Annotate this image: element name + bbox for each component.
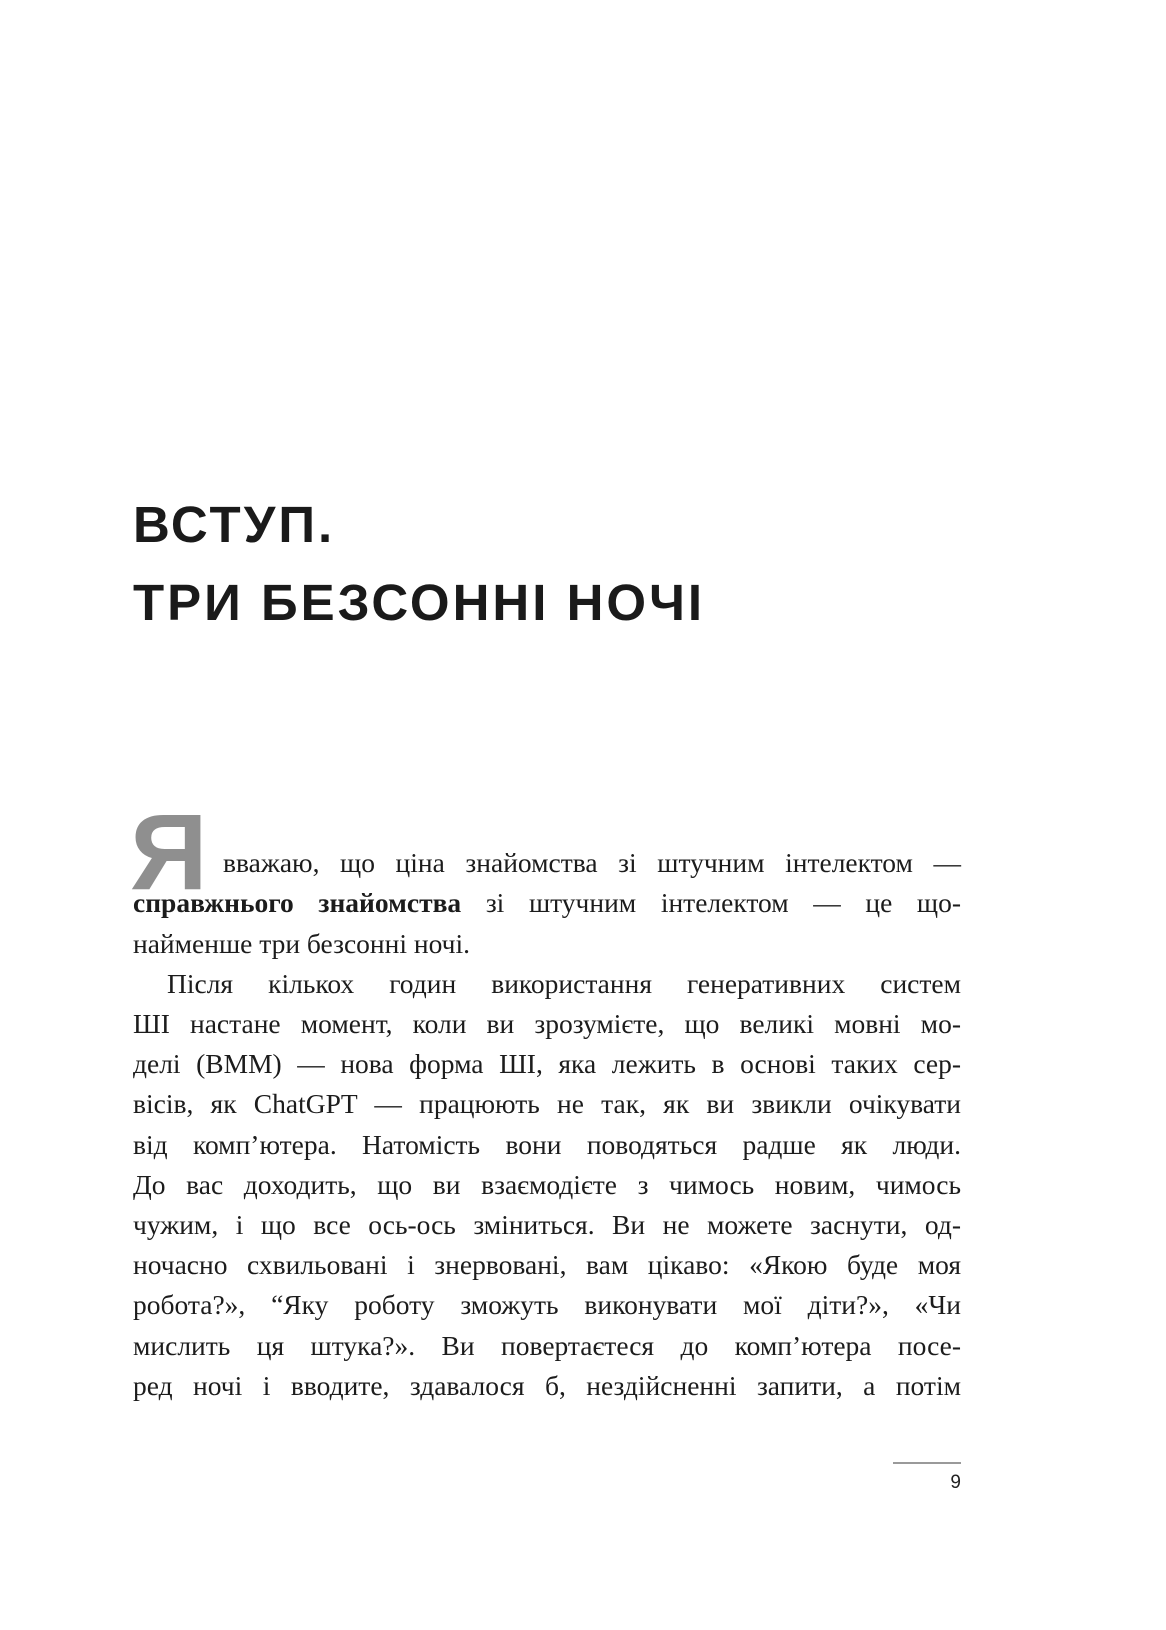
paragraph-2-line: ШІ настане момент, коли ви зрозумієте, що великі мовні мо- — [133, 1008, 961, 1039]
body-text — [130, 791, 961, 1406]
paragraph-1-line-3: найменше три безсонні ночі. — [133, 927, 470, 959]
chapter-title-line-2: ТРИ БЕЗСОННІ НОЧІ — [133, 574, 706, 631]
paragraph-1-line-2-rest: зі штучним інтелектом — це що- — [461, 887, 961, 919]
paragraph-2-line: Після кількох годин використання генеративних систем — [167, 967, 961, 999]
page-number-rule — [893, 1462, 961, 1464]
paragraph-2-line: робота?», “Яку роботу зможуть виконувати мої діти?», «Чи — [133, 1289, 961, 1321]
paragraph-2-line: делі (ВММ) — нова форма ШІ, яка лежить в основі таких сер- — [133, 1048, 961, 1080]
paragraph-2-line: ред ночі і вводите, здавалося б, нездійсненні запити, а потім — [133, 1369, 961, 1401]
paragraph-2-line: ночасно схвильовані і знервовані, вам цікаво: «Якою буде моя — [133, 1249, 961, 1281]
paragraph-1-line-1: вважаю, що ціна знайомства зі штучним інтелектом — — [223, 847, 961, 879]
paragraph-2-line: від комп’ютера. Натомість вони поводяться радше як люди. — [133, 1128, 961, 1160]
chapter-title-line-1: ВСТУП. — [133, 496, 336, 553]
paragraph-2-line: вісів, як ChatGPT — працюють не так, як ви звикли очікувати — [133, 1088, 961, 1120]
page-number: 9 — [950, 1472, 961, 1493]
paragraph-2-line: чужим, і що все ось-ось зміниться. Ви не можете заснути, од- — [133, 1209, 961, 1241]
drop-cap-spacer — [133, 803, 961, 843]
paragraph-2-line: До вас доходить, що ви взаємодієте з чимось новим, чимось — [133, 1168, 961, 1200]
drop-cap: Я — [130, 791, 208, 912]
paragraph-1-line-2 — [133, 883, 961, 923]
emphasis-text: справжнього знайомства — [133, 887, 462, 919]
paragraph-2-line: мислить ця штука?». Ви повертаєтеся до комп’ютера посе- — [133, 1329, 961, 1361]
chapter-title — [133, 486, 705, 642]
